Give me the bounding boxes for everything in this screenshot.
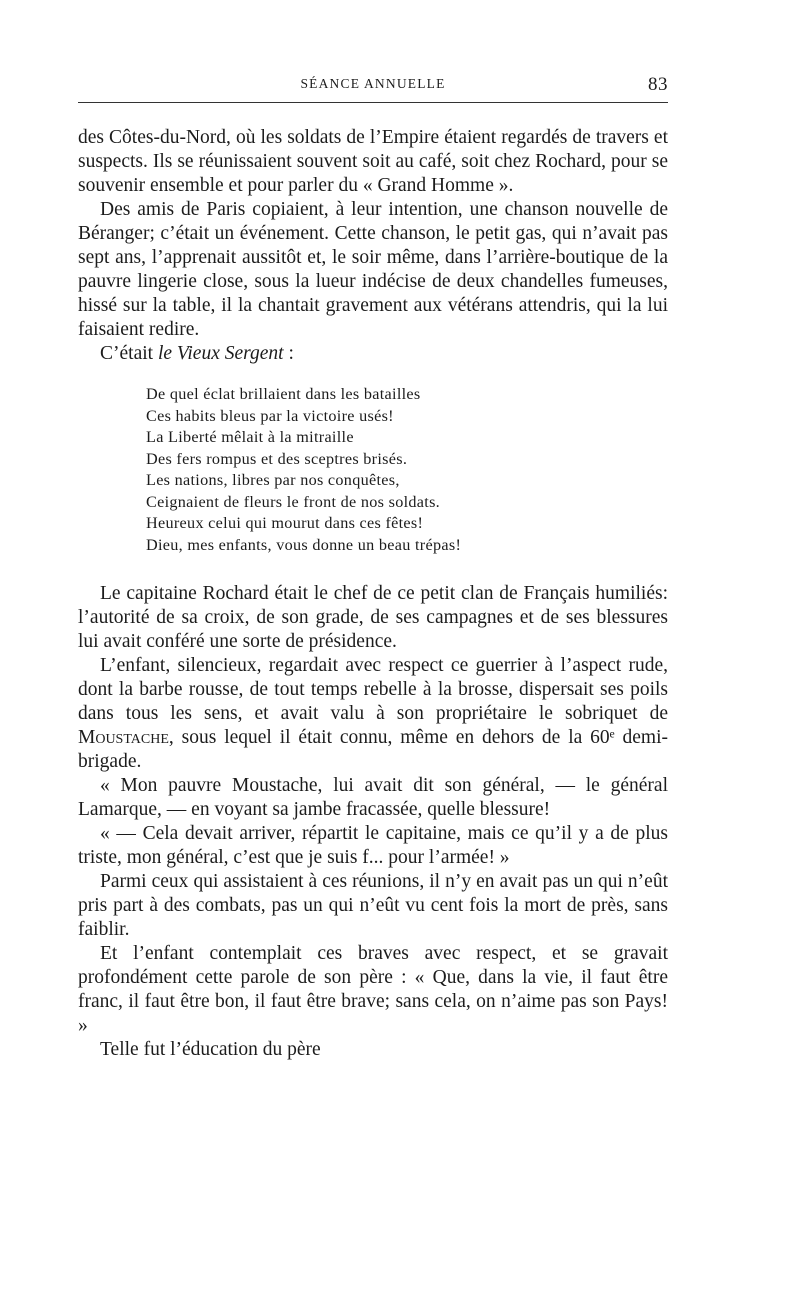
song-title: le Vieux Sergent	[157, 343, 284, 364]
song-verse	[146, 384, 668, 556]
paragraph-6: « Mon pauvre Moustache, lui avait dit son général, — le général Lamarque, — en voyant sa jambe fracassée, quelle blessure!	[78, 775, 668, 820]
verse-line: Ces habits bleus par la victoire usés!	[146, 406, 394, 425]
verse-line: Heureux celui qui mourut dans ces fêtes!	[146, 514, 424, 532]
paragraph-5-after: , sous lequel il était connu, même en dehors de la 60ᵉ demi-brigade.	[78, 727, 668, 772]
nickname: Moustache	[78, 727, 169, 748]
paragraph-5	[78, 654, 668, 774]
verse-line: Les nations, libres par nos conquêtes,	[146, 471, 400, 489]
paragraph-8: Parmi ceux qui assistaient à ces réunions, il n’y en avait pas un qui n’eût pris part à des combats, pas un qui n’eût vu cent fois la mort de près, sans faiblir.	[78, 871, 668, 940]
paragraph-7: « — Cela devait arriver, répartit le capitaine, mais ce qu’il y a de plus triste, mon général, c’est que je suis f... pour l’armée! »	[78, 823, 668, 868]
header-rule	[78, 102, 668, 103]
verse-line: Ceignaient de fleurs le front de nos soldats.	[146, 492, 441, 511]
verse-spacer	[78, 556, 668, 582]
running-title: SÉANCE ANNUELLE	[300, 76, 446, 91]
paragraph-5-before: L’enfant, silencieux, regardait avec respect ce guerrier à l’aspect rude, dont la barbe rousse, de tout temps rebelle à la brosse, dispersait ses poils dans tous les sens, et avait valu à son propriétaire le sobriquet de	[78, 655, 668, 724]
paragraph-3	[78, 342, 668, 366]
paragraph-3-prefix: C’était	[100, 343, 158, 364]
paragraph-9: Et l’enfant contemplait ces braves avec respect, et se gravait profondément cette parole de son père : « Que, dans la vie, il faut être franc, il faut être bon, il faut être brave; sans cela, on n’aime pas son Pays! »	[78, 943, 668, 1036]
paragraph-2: Des amis de Paris copiaient, à leur intention, une chanson nouvelle de Béranger; c’était un événement. Cette chanson, le petit gas, qui n’avait pas sept ans, l’apprenait aussitôt et, le soir même, dans l’arrière-boutique de la pauvre lingerie close, sous la lueur indécise de deux chandelles fumeuses, hissé sur la table, il la chantait gravement aux vétérans attendris, qui la lui faisaient redire.	[78, 199, 668, 340]
running-head	[78, 74, 668, 96]
verse-line: Des fers rompus et des sceptres brisés.	[146, 449, 408, 468]
verse-line: La Liberté mêlait à la mitraille	[146, 428, 354, 446]
page-number: 83	[648, 74, 668, 95]
paragraph-10: Telle fut l’éducation du père	[100, 1039, 321, 1060]
verse-line: De quel éclat brillaient dans les batailles	[146, 385, 421, 403]
paragraph-1: des Côtes-du-Nord, où les soldats de l’Empire étaient regardés de travers et suspects. Ils se réunissaient souvent soit au café, soit chez Rochard, pour se souvenir ensemble et pour parler du « Grand Homme ».	[78, 127, 668, 196]
verse-line: Dieu, mes enfants, vous donne un beau trépas!	[146, 535, 462, 554]
paragraph-4: Le capitaine Rochard était le chef de ce petit clan de Français humiliés: l’autorité de sa croix, de son grade, de ses campagnes et de ses blessures lui avait conféré une sorte de présidence.	[78, 583, 668, 652]
paragraph-3-suffix: :	[283, 343, 294, 364]
body-text	[78, 126, 668, 1062]
